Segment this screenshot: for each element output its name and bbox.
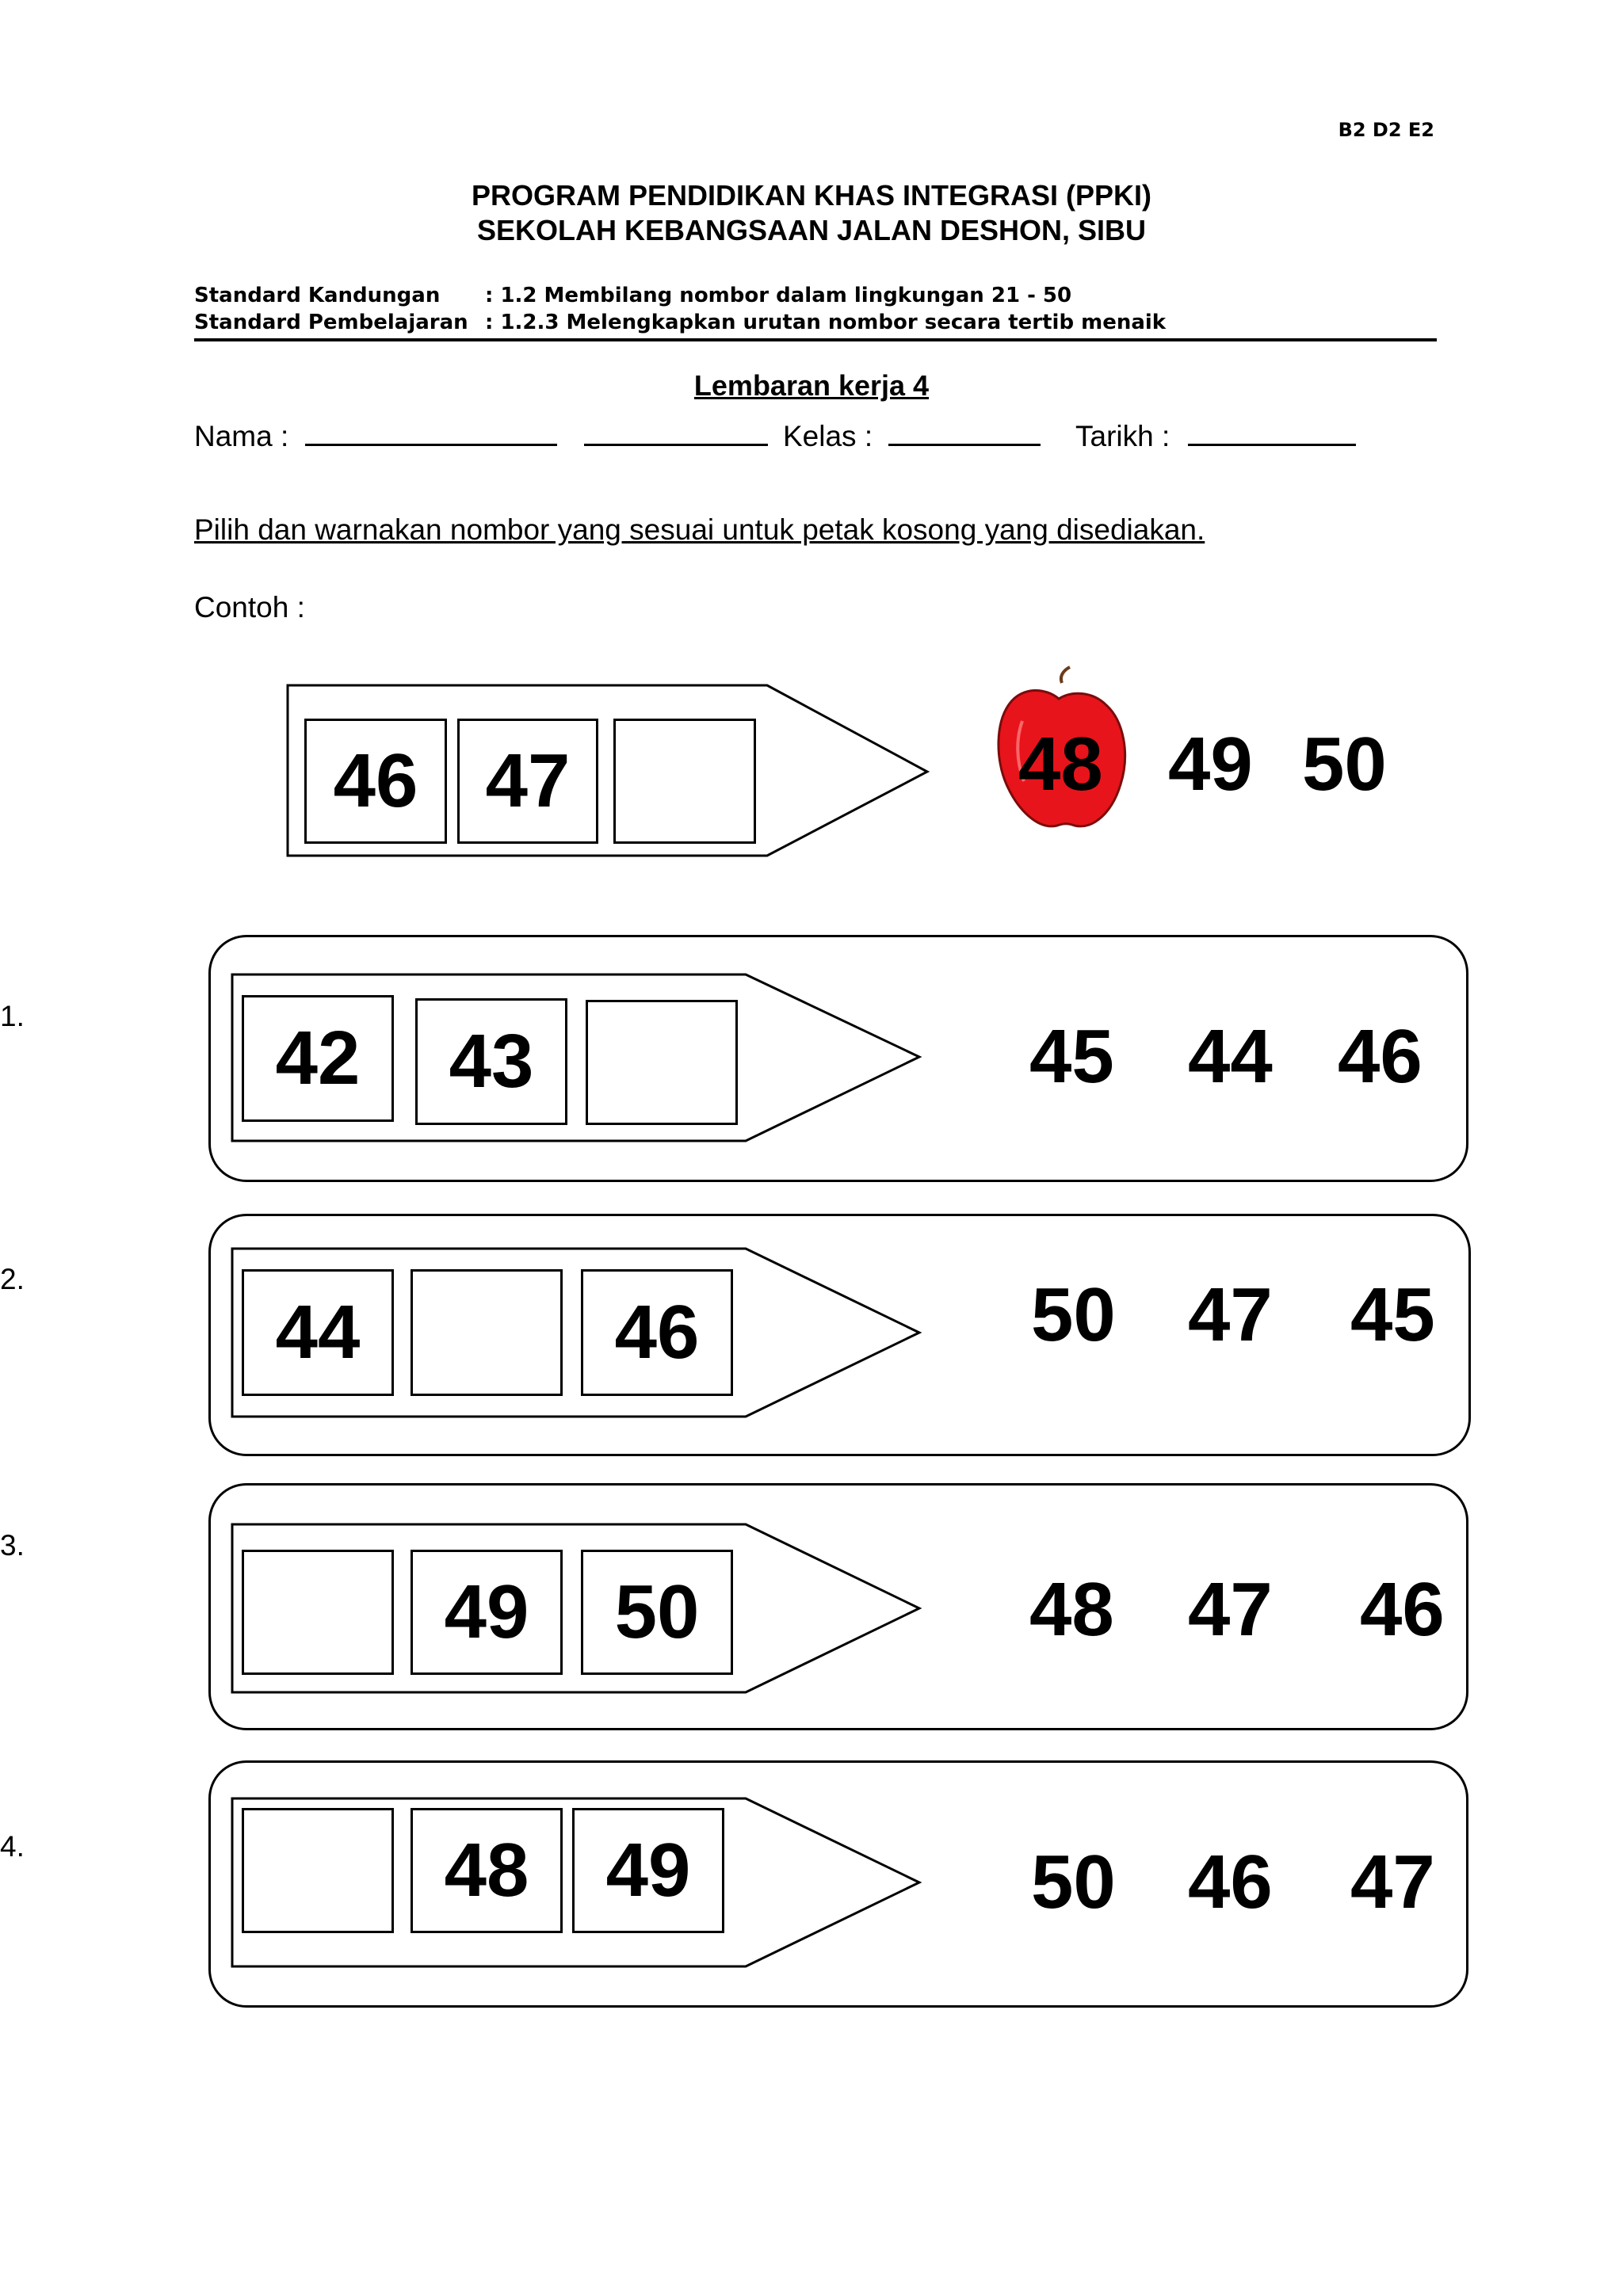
number-box-3: 49 [572,1808,724,1933]
example-label: Contoh : [194,591,305,624]
worksheet-title: Lembaran kerja 4 [693,369,930,402]
answer-option-3[interactable]: 46 [1360,1567,1445,1652]
number-box-1: 42 [242,995,394,1122]
question-number: 4. [0,1830,25,1863]
number-box-1: 44 [242,1269,394,1396]
question-number: 1. [0,1000,25,1032]
tarikh-label: Tarikh : [1075,420,1170,452]
answer-option-3[interactable]: 47 [1350,1840,1435,1924]
answer-option-1[interactable]: 45 [1029,1014,1114,1099]
example-option-3[interactable]: 50 [1302,722,1387,807]
answer-option-2[interactable]: 44 [1188,1014,1273,1099]
answer-option-2[interactable]: 46 [1188,1840,1273,1924]
number-box-2: 48 [411,1808,563,1933]
standard-kandungan-label: Standard Kandungan [194,284,441,307]
answer-option-1[interactable]: 50 [1031,1840,1116,1924]
number-box-3: 46 [581,1269,733,1396]
standard-pembelajaran-label: Standard Pembelajaran [194,311,468,334]
number-box-3: 50 [581,1550,733,1675]
standard-kandungan-value: : 1.2 Membilang nombor dalam lingkungan 21 - 50 [485,284,1072,307]
question-number: 2. [0,1263,25,1295]
worksheet-code: B2 D2 E2 [1338,119,1434,141]
school-program-title: PROGRAM PENDIDIKAN KHAS INTEGRASI (PPKI) [471,179,1152,212]
number-box-2: 43 [415,998,567,1125]
kelas-label: Kelas : [783,420,873,452]
answer-option-3[interactable]: 46 [1338,1014,1423,1099]
example-box-2: 47 [457,719,598,844]
school-name-title: SEKOLAH KEBANGSAAN JALAN DESHON, SIBU [476,214,1147,246]
example-option-1[interactable]: 48 [1018,722,1103,807]
nama-label: Nama : [194,420,289,452]
number-box-1[interactable] [242,1808,394,1933]
answer-option-2[interactable]: 47 [1188,1567,1273,1652]
instruction-text: Pilih dan warnakan nombor yang sesuai untuk petak kosong yang disediakan. [194,513,1205,546]
answer-option-1[interactable]: 48 [1029,1567,1114,1652]
number-box-2: 49 [411,1550,563,1675]
question-number: 3. [0,1529,25,1562]
example-box-1: 46 [304,719,447,844]
answer-option-2[interactable]: 47 [1188,1272,1273,1357]
example-option-2[interactable]: 49 [1168,722,1253,807]
answer-option-3[interactable]: 45 [1350,1272,1435,1357]
standard-pembelajaran-value: : 1.2.3 Melengkapkan urutan nombor secara tertib menaik [485,311,1167,334]
answer-option-1[interactable]: 50 [1031,1272,1116,1357]
